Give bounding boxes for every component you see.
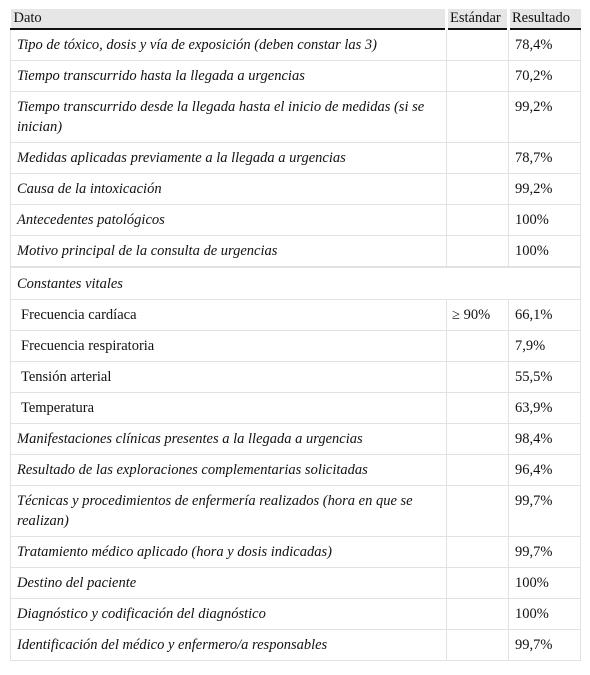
row-label: Frecuencia cardíaca	[11, 300, 447, 331]
row-result: 78,4%	[509, 29, 581, 61]
row-label: Temperatura	[11, 393, 447, 424]
row-result: 99,7%	[509, 486, 581, 537]
row-result: 63,9%	[509, 393, 581, 424]
row-label: Diagnóstico y codificación del diagnóstico	[11, 599, 447, 630]
header-resultado: Resultado	[509, 9, 581, 29]
row-label: Manifestaciones clínicas presentes a la llegada a urgencias	[11, 424, 447, 455]
row-standard	[447, 630, 509, 661]
row-result: 78,7%	[509, 143, 581, 174]
row-label: Frecuencia respiratoria	[11, 331, 447, 362]
table-row	[11, 29, 581, 61]
table-body	[11, 29, 581, 661]
row-standard	[447, 568, 509, 599]
table-row	[11, 362, 581, 393]
row-standard	[447, 424, 509, 455]
table-row	[11, 455, 581, 486]
row-result: 99,7%	[509, 630, 581, 661]
row-result: 100%	[509, 205, 581, 236]
row-label: Tensión arterial	[11, 362, 447, 393]
table-row	[11, 92, 581, 143]
row-label: Tipo de tóxico, dosis y vía de exposición (deben constar las 3)	[11, 29, 447, 61]
row-standard	[447, 92, 509, 143]
row-result: 99,7%	[509, 537, 581, 568]
row-result: 98,4%	[509, 424, 581, 455]
table-row	[11, 393, 581, 424]
table-row	[11, 143, 581, 174]
row-result: 55,5%	[509, 362, 581, 393]
data-table	[10, 9, 581, 661]
table-row	[11, 537, 581, 568]
header-estandar: Estándar	[447, 9, 509, 29]
table-row	[11, 630, 581, 661]
row-label: Antecedentes patológicos	[11, 205, 447, 236]
header-dato: Dato	[11, 9, 447, 29]
row-standard	[447, 455, 509, 486]
row-label: Tratamiento médico aplicado (hora y dosis indicadas)	[11, 537, 447, 568]
section-title: Constantes vitales	[11, 268, 581, 300]
table-row	[11, 424, 581, 455]
row-result: 66,1%	[509, 300, 581, 331]
row-standard	[447, 537, 509, 568]
table-row	[11, 331, 581, 362]
table-header	[11, 9, 581, 29]
table-row	[11, 568, 581, 599]
row-label: Tiempo transcurrido hasta la llegada a urgencias	[11, 61, 447, 92]
row-standard	[447, 236, 509, 267]
row-standard	[447, 393, 509, 424]
row-standard	[447, 61, 509, 92]
row-standard: ≥ 90%	[447, 300, 509, 331]
section-row	[11, 268, 581, 300]
table-row	[11, 300, 581, 331]
row-label: Medidas aplicadas previamente a la llegada a urgencias	[11, 143, 447, 174]
row-result: 99,2%	[509, 174, 581, 205]
row-label: Motivo principal de la consulta de urgencias	[11, 236, 447, 267]
row-label: Resultado de las exploraciones complementarias solicitadas	[11, 455, 447, 486]
table-row	[11, 174, 581, 205]
row-standard	[447, 29, 509, 61]
header-row	[11, 9, 581, 29]
row-label: Técnicas y procedimientos de enfermería realizados (hora en que se realizan)	[11, 486, 447, 537]
row-result: 70,2%	[509, 61, 581, 92]
row-label: Identificación del médico y enfermero/a responsables	[11, 630, 447, 661]
row-standard	[447, 174, 509, 205]
row-result: 100%	[509, 568, 581, 599]
table-row	[11, 599, 581, 630]
row-standard	[447, 205, 509, 236]
row-result: 100%	[509, 599, 581, 630]
row-standard	[447, 331, 509, 362]
row-label: Causa de la intoxicación	[11, 174, 447, 205]
row-standard	[447, 143, 509, 174]
table-row	[11, 61, 581, 92]
row-standard	[447, 362, 509, 393]
row-result: 99,2%	[509, 92, 581, 143]
row-result: 7,9%	[509, 331, 581, 362]
row-result: 100%	[509, 236, 581, 267]
data-table-container	[10, 9, 580, 661]
row-result: 96,4%	[509, 455, 581, 486]
table-row	[11, 236, 581, 267]
row-standard	[447, 486, 509, 537]
table-row	[11, 205, 581, 236]
table-row	[11, 486, 581, 537]
row-standard	[447, 599, 509, 630]
row-label: Destino del paciente	[11, 568, 447, 599]
row-label: Tiempo transcurrido desde la llegada hasta el inicio de medidas (si se inician)	[11, 92, 447, 143]
